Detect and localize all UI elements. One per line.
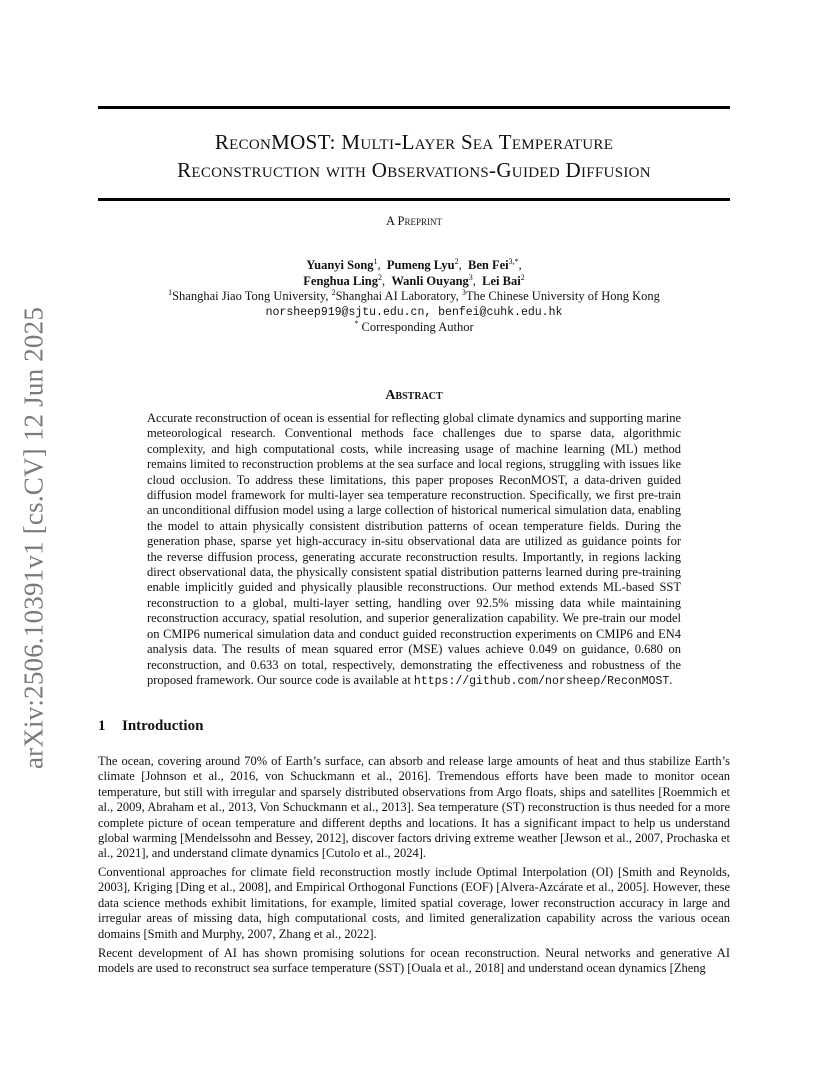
arxiv-identifier: arXiv:2506.10391v1 [cs.CV] 12 Jun 2025 bbox=[18, 306, 49, 770]
author-emails[interactable]: norsheep919@sjtu.edu.cn, benfei@cuhk.edu.hk bbox=[265, 305, 563, 319]
affiliation-mark: 1 bbox=[168, 287, 173, 297]
abstract-body-text: Accurate reconstruction of ocean is essential for reflecting global climate dynamics and supporting marine meteorological research. Conventional methods face challenges due to sparse data, algorithmic complexity, and high computational costs, while increasing usage of machine learning (ML) method remains limited to reconstruction problems at the sea surface and local regions, struggling with issues like cloud occlusion. To address these limitations, this paper proposes ReconMOST, a data-driven guided diffusion model framework for multi-layer sea temperature reconstruction. Specifically, we first pre-train an unconditional diffusion model using a large collection of historical numerical simulation data, enabling the model to attain physically consistent distribution patterns of ocean temperature fields. During the generation phase, sparse yet high-accuracy in-situ observational data are utilized as guidance points for the reverse diffusion process, generating accurate reconstruction results. Importantly, in regions lacking direct observational data, the physically consistent spatial distribution patterns learned during pre-training enable implicitly guided and physically plausible reconstructions. Our method extends ML-based SST reconstruction to a global, multi-layer setting, handling over 92.5% missing data while maintaining reconstruction accuracy, spatial resolution, and superior generalization capability. We pre-train our model on CMIP6 numerical simulation data and conduct guided reconstruction experiments on CMIP6 and EN4 analysis data. The results of mean squared error (MSE) values achieve 0.049 on guidance, 0.680 on reconstruction, and 0.633 on total, respectively, demonstrating the effectiveness and robustness of the proposed framework. Our source code is available at bbox=[147, 411, 681, 687]
author-name: Fenghua Ling bbox=[303, 273, 378, 288]
affiliation-name: Shanghai Jiao Tong University bbox=[172, 289, 326, 303]
paper-title-line-1: ReconMOST: Multi-Layer Sea Temperature bbox=[214, 130, 614, 154]
author-line-2: Fenghua Ling$^2$, Wanli Ouyang$^3$, Lei Bai$^2$ bbox=[303, 272, 525, 288]
intro-paragraph-3: Recent development of AI has shown promising solutions for ocean reconstruction. Neural networks and generative AI models are used to reconstruct sea surface temperature (SST) [Ouala et al., 2018] and understand ocean dynamics [Zheng bbox=[98, 946, 730, 976]
paper-title-line-2: Reconstruction with Observations-Guided Diffusion bbox=[177, 158, 651, 182]
author-block bbox=[98, 258, 730, 336]
intro-paragraph-1: The ocean, covering around 70% of Earth’s surface, can absorb and release large amounts of heat and thus stabilize Earth’s climate [Johnson et al., 2016, von Schuckmann et al., 2016]. Tremendous efforts have been made to monitor ocean temperature, but still with irregular and sparsely distributed observations from Argo floats, ships and satellites [Roemmich et al., 2009, Abraham et al., 2013, Von Schuckmann et al., 2013]. Sea temperature (ST) reconstruction is thus needed for a more complete picture of ocean temperature and different depths and locations. It has a significant impact to help us understand global warming [Mendelssohn and Bessey, 2012], discover factors driving extreme weather [Jewson et al., 2007, Prochaska et al., 2021], and understand climate dynamics [Cutolo et al., 2024]. bbox=[98, 754, 730, 861]
section-number: 1 bbox=[98, 718, 106, 734]
author-affiliation-mark: 2 bbox=[454, 256, 459, 266]
corresponding-mark: * bbox=[354, 318, 359, 328]
author-name: Yuanyi Song bbox=[306, 258, 374, 272]
corresponding-text: Corresponding Author bbox=[361, 320, 474, 334]
intro-paragraph-2: Conventional approaches for climate field reconstruction mostly include Optimal Interpolation (OI) [Smith and Reynolds, 2003], Kriging [Ding et al., 2008], and Empirical Orthogonal Functions (EOF) [Alvera-Azcárate et al., 2005]. However, these data science methods exhibit limitations, for example, limited spatial coverage, lower reconstruction accuracy in large and irregular areas of missing data, high computational costs, and limited generalization capability across the various ocean domains [Smith and Murphy, 2007, Zhang et al., 2022]. bbox=[98, 865, 730, 941]
abstract-end-punctuation: . bbox=[669, 672, 673, 687]
author-affiliation-mark: 3 bbox=[468, 272, 473, 282]
author-name: Ben Fei bbox=[468, 258, 509, 272]
paper-title bbox=[98, 128, 730, 184]
affiliations: $^1$Shanghai Jiao Tong University, $^2$Shanghai AI Laboratory, $^3$The Chinese University of Hong Kong bbox=[168, 287, 660, 303]
author-affiliation-mark: 3,* bbox=[508, 256, 519, 266]
section-heading-introduction bbox=[98, 718, 203, 735]
author-name: Wanli Ouyang bbox=[391, 273, 469, 288]
author-affiliation-mark: 2 bbox=[377, 272, 382, 282]
author-affiliation-mark: 2 bbox=[520, 272, 525, 282]
title-bottom-rule bbox=[98, 198, 730, 201]
abstract-heading: Abstract bbox=[385, 388, 443, 403]
affiliation-name: The Chinese University of Hong Kong bbox=[465, 289, 660, 303]
source-code-link[interactable]: https://github.com/norsheep/ReconMOST bbox=[413, 674, 670, 688]
preprint-label: A Preprint bbox=[386, 214, 442, 228]
section-title: Introduction bbox=[122, 718, 204, 734]
abstract-text bbox=[147, 411, 681, 689]
author-name: Lei Bai bbox=[482, 273, 521, 288]
title-top-rule bbox=[98, 106, 730, 109]
affiliation-mark: 2 bbox=[331, 287, 336, 297]
author-affiliation-mark: 1 bbox=[373, 256, 378, 266]
affiliation-name: Shanghai AI Laboratory bbox=[335, 289, 456, 303]
affiliation-mark: 3 bbox=[461, 287, 466, 297]
author-name: Pumeng Lyu bbox=[386, 258, 455, 272]
author-line-1: Yuanyi Song$^1$, Pumeng Lyu$^2$, Ben Fei$^{3,*}$, bbox=[306, 256, 522, 272]
corresponding-author-note bbox=[98, 320, 730, 336]
